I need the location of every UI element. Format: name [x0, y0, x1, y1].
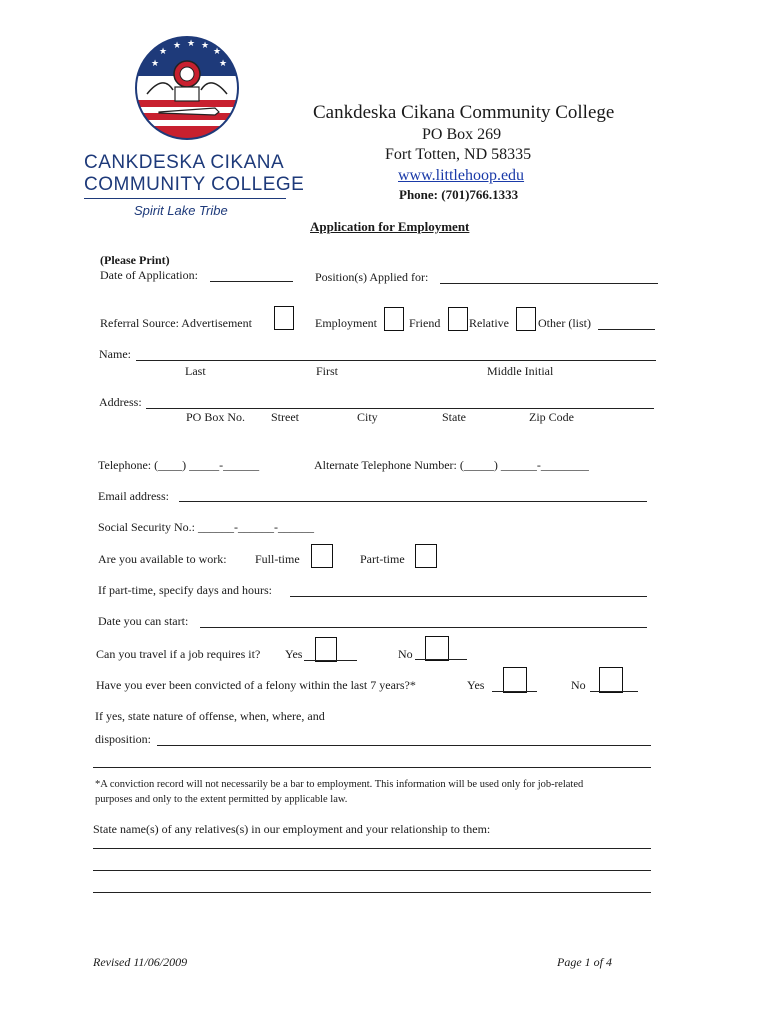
- logo-org-line2: COMMUNITY COLLEGE: [84, 174, 305, 195]
- offense-field-line1[interactable]: [157, 745, 651, 746]
- relatives-field-line1[interactable]: [93, 848, 651, 849]
- email-field[interactable]: [179, 501, 647, 502]
- website-link[interactable]: www.littlehoop.edu: [398, 167, 525, 184]
- form-title: Application for Employment: [310, 219, 470, 234]
- relative-checkbox[interactable]: [516, 307, 536, 331]
- available-label: Are you available to work:: [98, 552, 227, 566]
- address-state-caption: State: [442, 410, 466, 424]
- travel-no-checkbox[interactable]: [425, 636, 449, 661]
- referral-other-label: Other (list): [538, 316, 591, 330]
- felony-yes-underline: [492, 691, 537, 692]
- travel-yes-underline: [304, 660, 357, 661]
- full-time-label: Full-time: [255, 552, 300, 566]
- travel-label: Can you travel if a job requires it?: [96, 647, 261, 661]
- name-middle-caption: Middle Initial: [487, 364, 554, 378]
- address-city-caption: City: [357, 410, 378, 424]
- part-time-checkbox[interactable]: [415, 544, 437, 568]
- travel-yes-label: Yes: [285, 647, 303, 661]
- svg-text:★: ★: [173, 40, 182, 50]
- felony-no-label: No: [571, 678, 586, 692]
- address-label: Address:: [99, 395, 142, 409]
- revised-date: Revised 11/06/2009: [93, 955, 188, 969]
- part-time-specify-label: If part-time, specify days and hours:: [98, 583, 272, 597]
- positions-applied-field[interactable]: [440, 283, 658, 284]
- alt-telephone-field[interactable]: Alternate Telephone Number: (_____) ______-________: [314, 458, 589, 472]
- travel-yes-checkbox[interactable]: [315, 637, 337, 662]
- felony-no-underline: [590, 691, 638, 692]
- college-name: Cankdeska Cikana Community College: [313, 102, 615, 123]
- part-time-specify-field[interactable]: [290, 596, 647, 597]
- disclaimer-line1: *A conviction record will not necessarily be a bar to employment. This information will be used only for job-related: [95, 779, 584, 790]
- svg-text:★: ★: [213, 46, 222, 56]
- svg-text:★: ★: [219, 58, 228, 68]
- referral-label: Referral Source: Advertisement: [100, 316, 252, 330]
- referral-other-field[interactable]: [598, 329, 655, 330]
- date-start-label: Date you can start:: [98, 614, 189, 628]
- part-time-label: Part-time: [360, 552, 405, 566]
- offense-label-line2: disposition:: [95, 732, 152, 746]
- full-time-checkbox[interactable]: [311, 544, 333, 568]
- travel-no-underline: [415, 659, 467, 660]
- svg-text:★: ★: [201, 40, 210, 50]
- address-field[interactable]: [146, 408, 654, 409]
- address-zip-caption: Zip Code: [529, 410, 574, 424]
- positions-applied-label: Position(s) Applied for:: [315, 270, 429, 284]
- telephone-field[interactable]: Telephone: (____) _____-______: [98, 458, 260, 472]
- address-street-caption: Street: [271, 410, 299, 424]
- felony-yes-checkbox[interactable]: [503, 667, 527, 693]
- advertisement-checkbox[interactable]: [274, 306, 294, 330]
- travel-no-label: No: [398, 647, 413, 661]
- city-line: Fort Totten, ND 58335: [385, 146, 532, 163]
- email-label: Email address:: [98, 489, 169, 503]
- ssn-field[interactable]: Social Security No.: ______-______-______: [98, 520, 314, 534]
- date-of-application-label: Date of Application:: [100, 268, 198, 282]
- page-number: Page 1 of 4: [557, 955, 612, 969]
- name-first-caption: First: [316, 364, 339, 378]
- logo-underline: [84, 198, 286, 199]
- logo-tagline: Spirit Lake Tribe: [134, 203, 228, 218]
- logo-org-line1: CANKDESKA CIKANA: [84, 152, 285, 173]
- felony-label: Have you ever been convicted of a felony within the last 7 years?*: [96, 678, 416, 692]
- po-box: PO Box 269: [422, 126, 502, 143]
- svg-text:★: ★: [187, 38, 196, 48]
- svg-text:★: ★: [151, 58, 160, 68]
- friend-checkbox[interactable]: [448, 307, 468, 331]
- address-po-caption: PO Box No.: [186, 410, 246, 424]
- referral-friend-label: Friend: [409, 316, 441, 330]
- referral-employment-label: Employment: [315, 316, 377, 330]
- date-start-field[interactable]: [200, 627, 647, 628]
- relatives-field-line3[interactable]: [93, 892, 651, 893]
- employment-checkbox[interactable]: [384, 307, 404, 331]
- disclaimer-line2: purposes and only to the extent permitted by applicable law.: [95, 794, 348, 805]
- referral-relative-label: Relative: [469, 316, 509, 330]
- date-of-application-field[interactable]: [210, 281, 293, 282]
- name-label: Name:: [99, 347, 131, 361]
- please-print: (Please Print): [100, 253, 170, 267]
- relatives-label: State name(s) of any relatives(s) in our employment and your relationship to them:: [93, 822, 491, 836]
- offense-field-line2[interactable]: [93, 767, 651, 768]
- relatives-field-line2[interactable]: [93, 870, 651, 871]
- name-field[interactable]: [136, 360, 656, 361]
- phone: Phone: (701)766.1333: [399, 187, 519, 202]
- name-last-caption: Last: [185, 364, 206, 378]
- felony-yes-label: Yes: [467, 678, 485, 692]
- felony-no-checkbox[interactable]: [599, 667, 623, 693]
- offense-label-line1: If yes, state nature of offense, when, where, and: [95, 709, 325, 723]
- college-logo: [133, 34, 241, 142]
- svg-text:★: ★: [159, 46, 168, 56]
